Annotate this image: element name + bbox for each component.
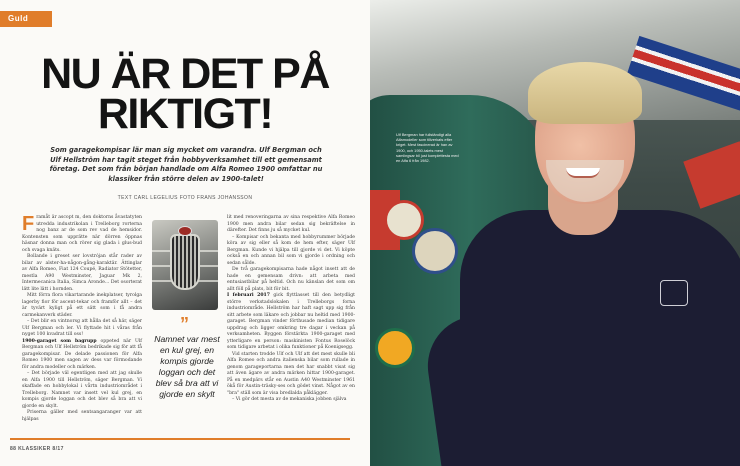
page-folio: 88 KLASSIKER 8/17 <box>10 446 64 452</box>
quote-mark-icon: ” <box>180 314 189 334</box>
alfa-grille-photo <box>152 220 218 310</box>
body-paragraph: De två garagekompisarna hade något insett att de hade en gemensam drivn: att arbeta med entusiastbilar på heltid. Och nu känslan det som om allt föll på plats, bit för bit. <box>227 267 355 292</box>
body-column-2 <box>227 215 355 404</box>
tshirt <box>460 210 740 466</box>
smile <box>566 168 600 178</box>
martini-decal <box>683 141 740 209</box>
body-paragraph: – Det började väl egentligen med att jag skulle en Alfa 1900 till Hellström, säger Bergman. Vi skaffade en hobbylokal i vårtn industriområdet i Trelleborg. Namnet var insett vel kul grej, en kompis gjorde loggan och det blev så bra att vi gjorde en skylt. <box>22 371 142 409</box>
alfa-romeo-sticker-icon <box>412 228 458 274</box>
shirt-logo-icon <box>660 280 688 306</box>
byline-credits: TEXT CARL LEGELIUS FOTO FRANS JOHANSSON <box>117 195 253 201</box>
portrait-photo <box>370 0 740 466</box>
intro-paragraph: Som garagekompisar lär man sig mycket om varandra. Ulf Bergman och Ulf Hellström har tagit steget från hobbyverksamhet till ett gemensamt företag. Det som från början handlade om Alfa Romeo 1900 omfattar nu klassiker från större delen av 1900-talet! <box>49 146 323 183</box>
body-paragraph: 1900-garaget som bagrupp oppeted när Ulf Bergman och Ulf Hellström bedrikade sig för att få garagekompisar. De delade passionen för Alfa Romeo 1900 men sagen av dess var förmodande för andra modeller och märken. <box>22 338 142 370</box>
alfa-badge-icon <box>178 226 192 236</box>
body-paragraph: I februari 2017 gick flyttlasset till den betydligt större verkstadslokalen i Trelleborgs forna industriområde. Hellström har haft sagt upp sig från sitt arbete som läkare och jobbar nu heltid med 1900-garaget. Bergman vinder förthusade median tidigare uppdrag och ligger omkring tre dagar i veckan på verksamheten. Byggen förstärkta 1900-garaget med ytterligare en person: maskinisten Fontus Roselöck som tidigare arbetat i olika funktioner på Koenigsegg. <box>227 293 355 350</box>
body-paragraph: Priserna gäller med sentsangaranger var att hjälpas <box>22 410 142 422</box>
body-paragraph: – Vi gör det mesta av de mekaniska jobben själva <box>232 397 347 402</box>
body-paragraph: – Det blir en vintnorsg att hålla det så här, säger Ulf Bergman och ler. Vi flyttade hit i våras från nyget 100 kvadrat till oss! <box>22 319 142 337</box>
headline: NU ÄR DET PÅ RIKTIGT! <box>41 50 329 138</box>
section-tag: Guld <box>0 11 52 27</box>
footer-rule <box>10 438 350 440</box>
body-paragraph: – Kompisar och bekanta med hobbyrummer började köra av sig eller så kom de hem efter, säger Ulf Bergman. Kunde vi hjälpa till gjorde vi det. Vi köpte också en och annan bil som vi gjorde i ordning och sedan sålde. <box>227 234 355 266</box>
body-paragraph: Bollande i greset ser lovstrójan står rader av bilar av alster-ha-någon-gång-karaktär. Ättinglar av Alfa Romeo, Fiat 124 Coupé, Radiator Stötetter, mestla A90 Westminster, Jaguar Mk 2, Intermecanica Italia, Simca Aronde… Det osorterat lätt lite lätt i hornden. <box>22 254 142 292</box>
hair <box>528 62 642 124</box>
drop-cap: F <box>22 213 35 235</box>
body-paragraph: Vid starten trodde Ulf och Ulf att det mest skulle bli Alfa Romeo och andra italienska bilar som rullade in genom garageportarna men det har snabbt visat sig att även ägare av andra märken hittar 1900-garaget. På en medpärs står en Austin A40 Westminster 1961 ökå för Austin-träsky-ses och gödet vinst. Något av en "bra" ställ som är visa bredlalda påklägger. <box>227 351 355 396</box>
photo-caption: Ulf Bergman har fullständigt alla Alfamodeller som tillverkats efter kriget. Mest fascinerad är han av 1900, och 1950-talets mest samlingsar bil just komplettesta med en Alfa 6 från 1982. <box>396 132 459 164</box>
body-paragraph: lit med renoveringarna av sina respektive Alfa Romeo 1900 men andra bilar sedan sig bekräftelse in därefter. Det finns ju så mycket kul. <box>227 215 355 233</box>
gulf-sticker-icon <box>375 328 415 368</box>
pull-quote: Namnet var mest en kul grej, en kompis gjorde loggan och det blev så bra att vi gjorde en skylt <box>154 334 220 399</box>
grille-shield <box>170 234 200 290</box>
body-paragraph: Mitt förra flora vikartarande inekplatser, tyrolga lagerby fior för ascent-tekar och framför allt – det är tyvärt kyligt på ett sätt som i få andra carmekanverk städer. <box>22 293 142 318</box>
subhead: I februari 2017 <box>227 293 270 298</box>
body-paragraph: Framåt är ascopt m, den doktorns åvastatyten utredda industrikolan i Trelleborg rorterna nog banz ar de som rev vad de hemsidor. Kontensten som upprätte när dörren öppnas häsnar donna man och rörer sig glada i glus-bud och svaga knäts. <box>22 213 142 253</box>
body-column-1 <box>22 215 142 423</box>
subhead: 1900-garaget som bagrupp <box>22 338 97 344</box>
